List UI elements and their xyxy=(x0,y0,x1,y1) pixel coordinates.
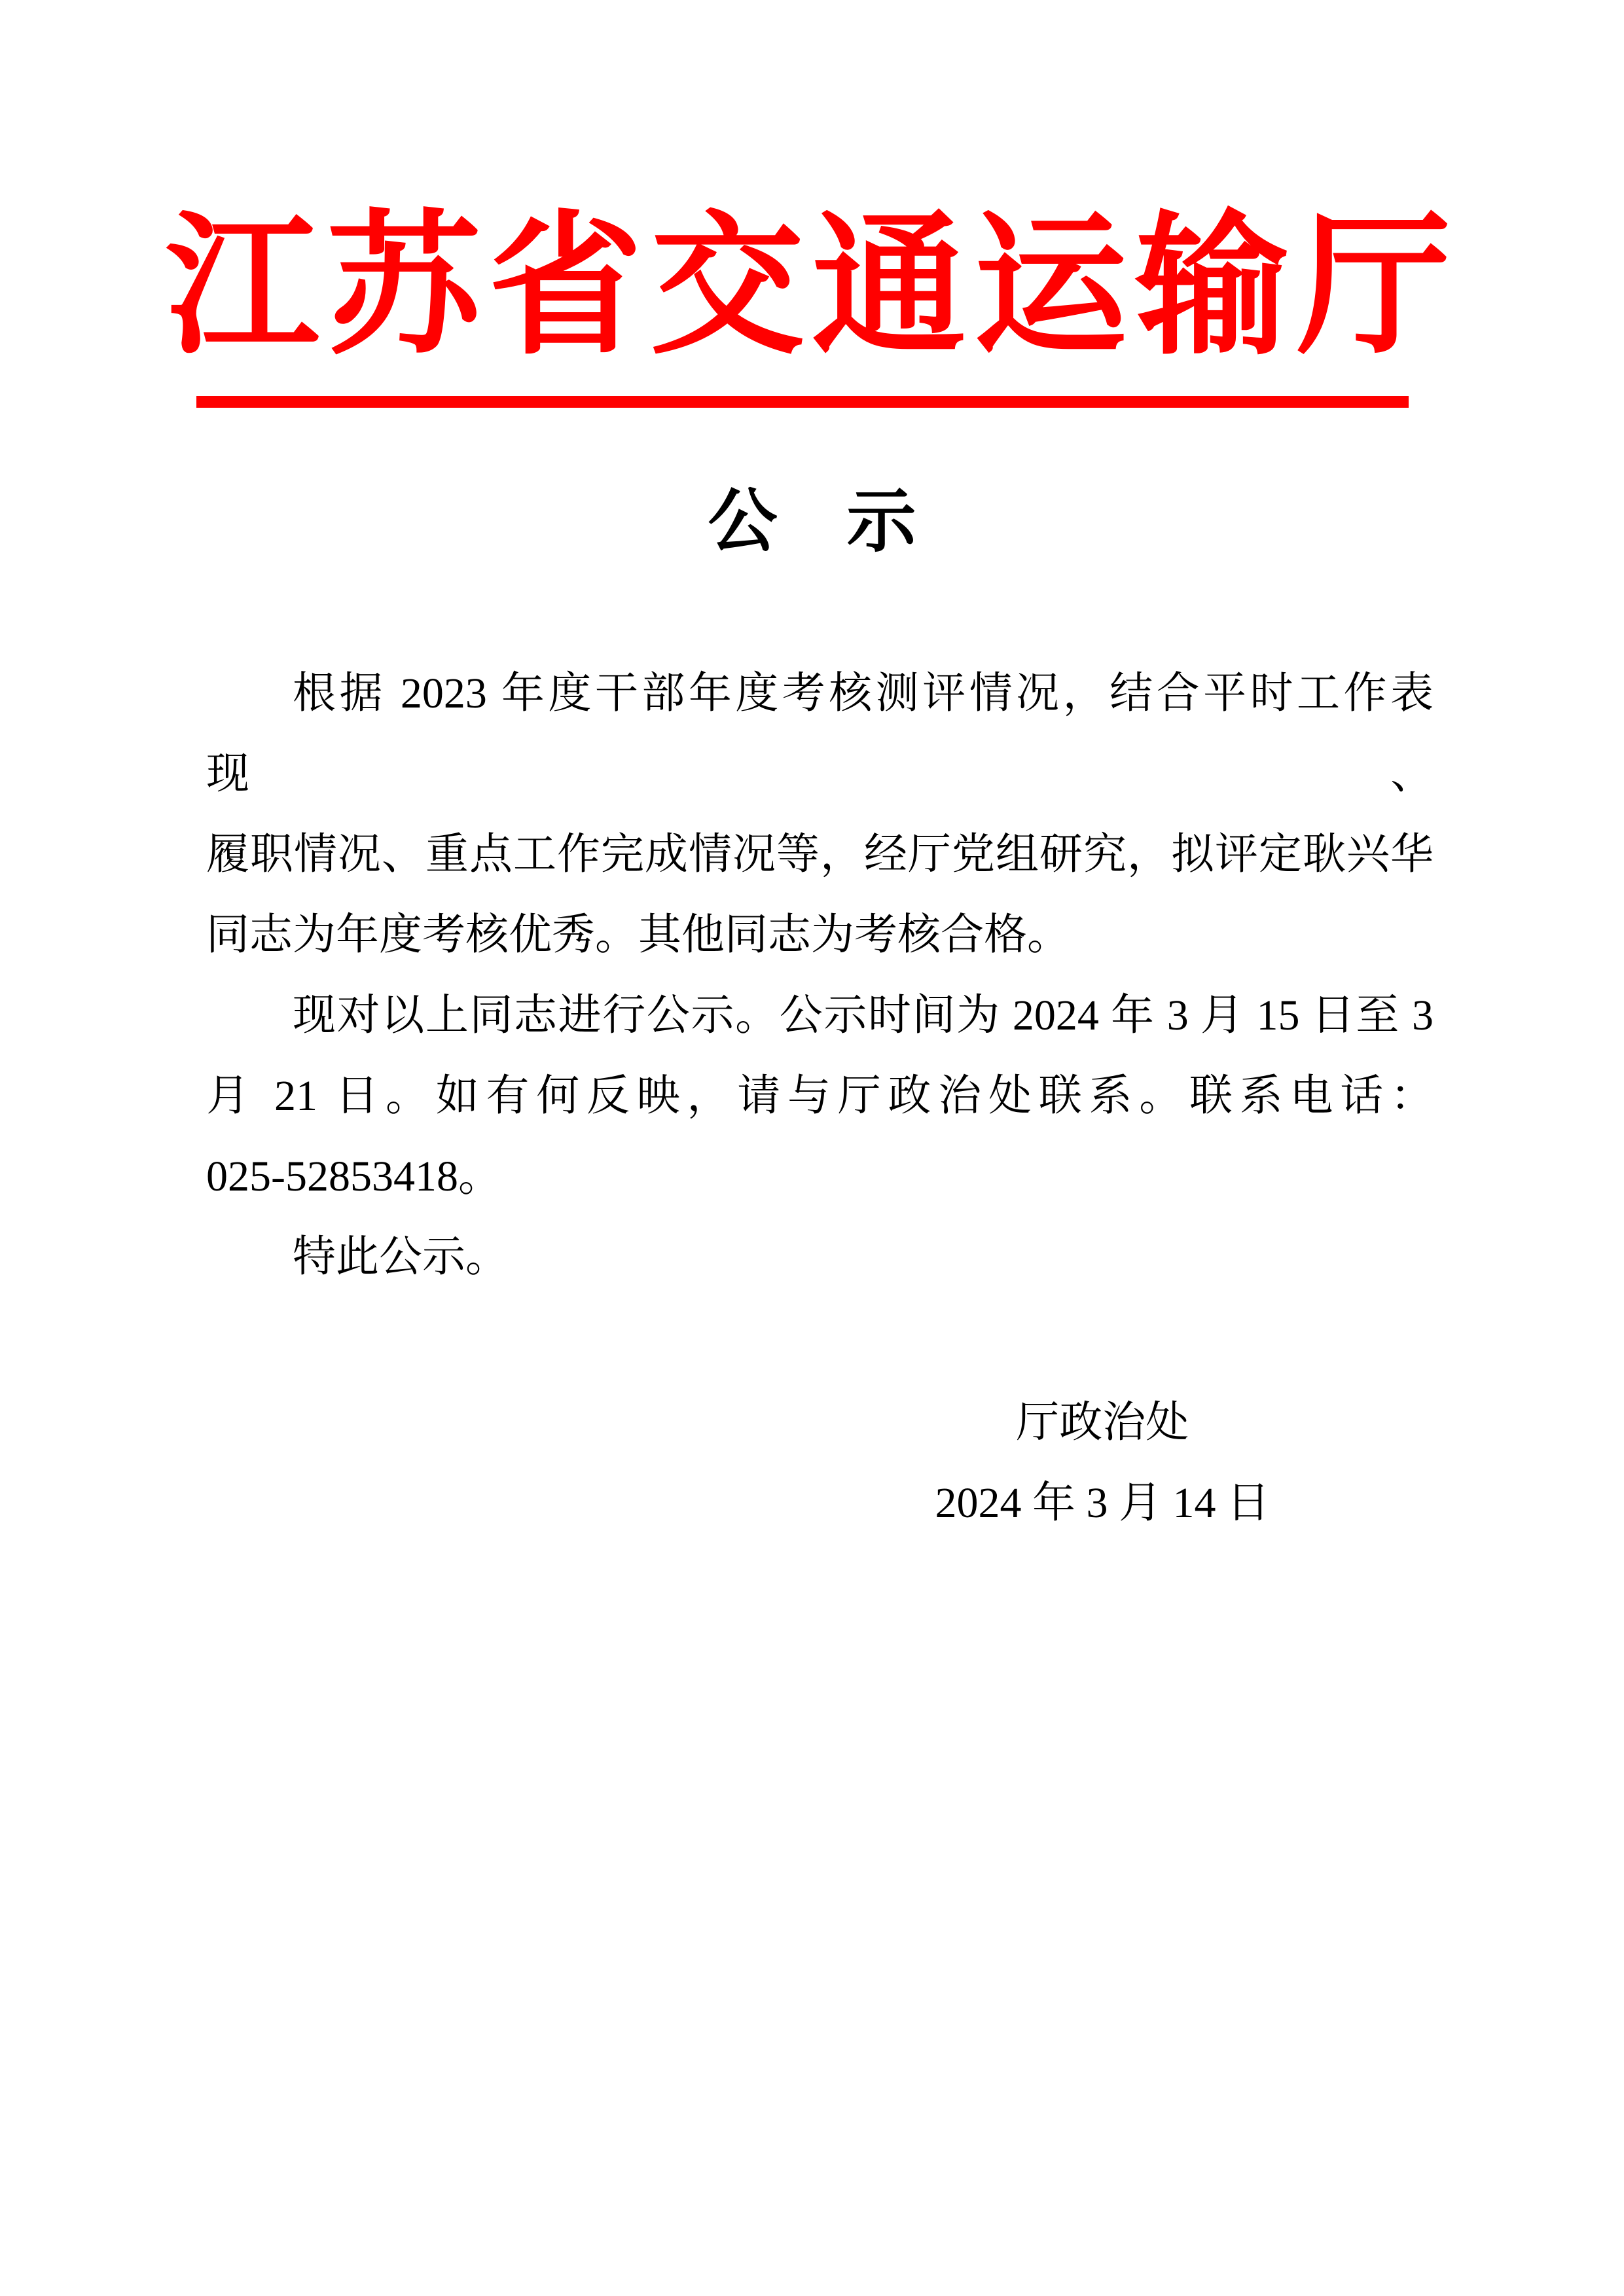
body-line-5: 月 21 日。如有何反映，请与厅政治处联系。联系电话： xyxy=(206,1072,1434,1120)
body-line-1: 根据 2023 年度干部年度考核测评情况，结合平时工作表现、 xyxy=(206,670,1434,798)
body-text xyxy=(206,653,1434,1297)
body-line-2: 履职情况、重点工作完成情况等，经厅党组研究，拟评定耿兴华 xyxy=(206,831,1434,878)
letterhead-org-title: 江苏省交通运输厅 xyxy=(165,202,1459,372)
body-line-7: 特此公示。 xyxy=(293,1233,509,1281)
body-line-6: 025-52853418。 xyxy=(206,1153,501,1200)
body-line-3: 同志为年度考核优秀。其他同志为考核合格。 xyxy=(206,911,1070,959)
signature-date: 2024 年 3 月 14 日 xyxy=(935,1479,1270,1527)
signature-department: 厅政治处 xyxy=(1016,1399,1189,1446)
document-title: 公 示 xyxy=(708,484,916,560)
letterhead-rule xyxy=(196,396,1409,408)
signature-block xyxy=(935,1382,1271,1543)
body-line-4: 现对以上同志进行公示。公示时间为 2024 年 3 月 15 日至 3 xyxy=(293,992,1434,1039)
